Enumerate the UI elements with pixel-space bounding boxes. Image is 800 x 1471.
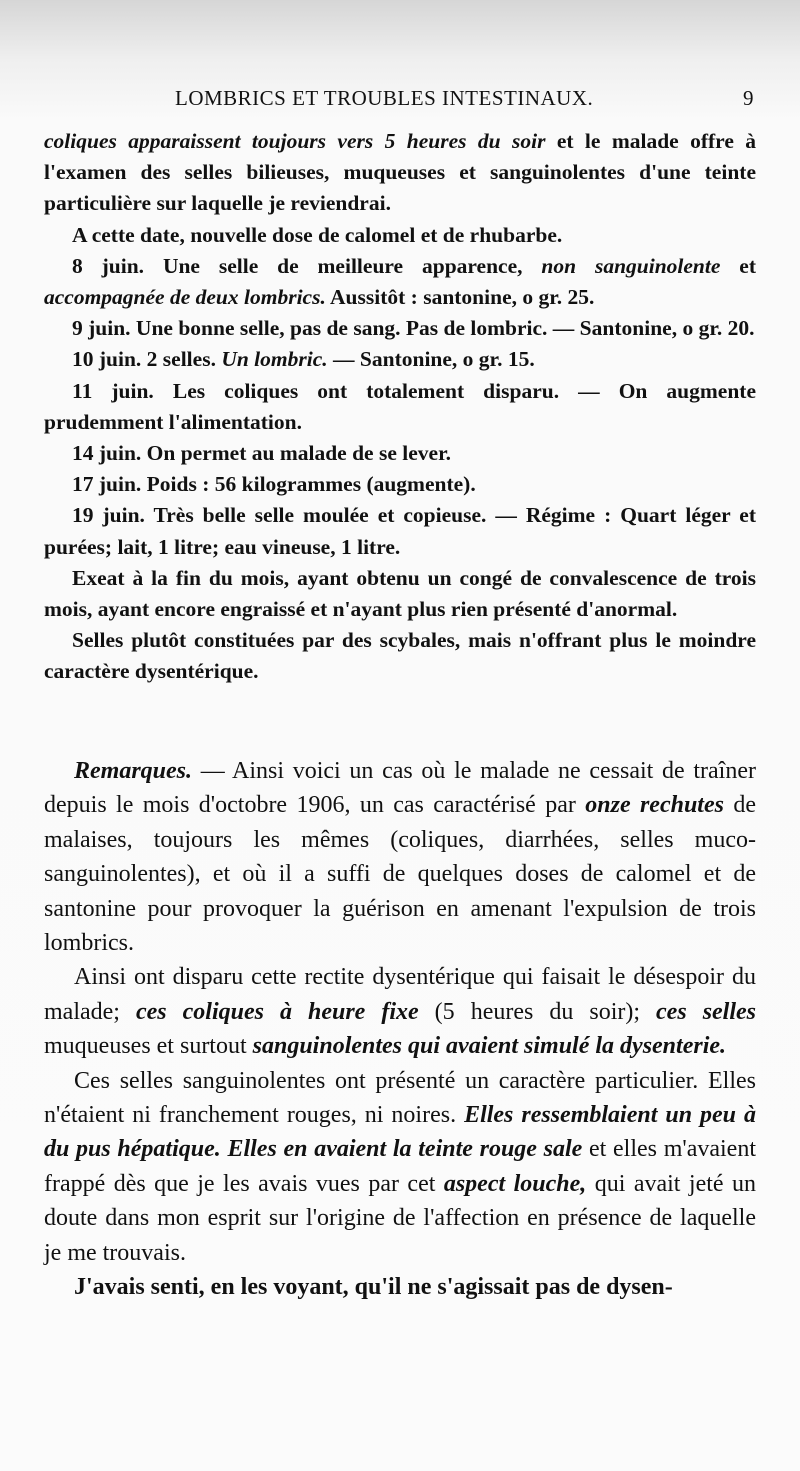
text-run: de malaises, toujours les mêmes (coliques, diarrhées, selles muco-sanguinolentes), et où il a suffi de quelques doses de calomel et de santonine pour provoquer la guérison en amenant l'expulsion de trois lombrics.: [44, 792, 757, 957]
remarks-paragraph: [44, 1270, 756, 1304]
text-run: Selles plutôt constituées par des scybales, mais n'offrant plus le moindre caractère dysentérique.: [44, 628, 756, 684]
text-run: J'avais senti, en les voyant, qu'il ne s'agissait pas de dysen-: [74, 1274, 673, 1301]
observation-paragraph: [44, 625, 756, 687]
text-run: Ainsi ont disparu cette rectite dysentérique qui faisait le désespoir du malade;: [44, 964, 756, 1025]
observation-paragraph: [44, 376, 756, 438]
text-run: 11 juin. Les coliques ont totalement disparu. — On augmente prudemment l'alimentation.: [44, 378, 756, 434]
text-run: muqueuses et surtout: [44, 1033, 253, 1060]
text-run: et le malade offre à l'examen des selles bilieuses, muqueuses et sanguinolentes d'une teinte particulière sur laquelle je reviendrai.: [44, 129, 756, 216]
emphasized-text: coliques apparaissent toujours vers 5 heures du soir: [44, 129, 546, 153]
page-number: 9: [743, 86, 754, 110]
observation-paragraph: [44, 344, 756, 375]
emphasized-text: Elles ressemblaient un peu à du pus hépatique. Elles en avaient la teinte rouge sale: [44, 1102, 757, 1163]
text-run: et: [720, 253, 757, 278]
text-run: Exeat à la fin du mois, ayant obtenu un congé de convalescence de trois mois, ayant encore engraissé et n'ayant plus rien présenté d'anormal.: [44, 565, 756, 622]
text-run: Ces selles sanguinolentes ont présenté un caractère particulier. Elles n'étaient ni franchement rouges, ni noires.: [44, 1067, 756, 1129]
running-title: LOMBRICS ET TROUBLES INTESTINAUX.: [175, 86, 594, 110]
running-header: [40, 86, 760, 116]
emphasized-text: Remarques.: [74, 758, 193, 784]
text-run: 19 juin. Très belle selle moulée et copieuse. — Régime : Quart léger et purées; lait, 1 litre; eau vineuse, 1 litre.: [44, 503, 756, 559]
text-run: — Ainsi voici un cas où le malade ne cessait de traîner depuis le mois d'octobre 1906, un cas caractérisé par: [44, 758, 756, 819]
emphasized-text: onze rechutes: [585, 792, 724, 819]
text-run: 10 juin. 2 selles.: [72, 347, 222, 372]
emphasized-text: non sanguinolente: [541, 253, 721, 278]
text-run: (5 heures du soir);: [418, 998, 657, 1025]
observation-paragraph: [44, 563, 756, 625]
observation-paragraph: [44, 313, 756, 344]
case-observation-text: [44, 126, 756, 688]
observation-paragraph: [44, 438, 756, 469]
observation-paragraph: [44, 251, 756, 313]
emphasized-text: sanguinolentes qui avaient simulé la dysenterie.: [252, 1033, 727, 1060]
remarks-section: [44, 754, 756, 1305]
observation-paragraph: [44, 126, 756, 220]
emphasized-text: aspect louche,: [443, 1170, 587, 1197]
emphasized-text: accompagnée de deux lombrics.: [44, 285, 326, 310]
observation-paragraph: [44, 500, 756, 562]
text-run: 17 juin. Poids : 56 kilogrammes (augmente).: [72, 472, 476, 497]
remarks-paragraph: [44, 1064, 756, 1270]
observation-paragraph: [44, 220, 756, 251]
text-run: A cette date, nouvelle dose de calomel et de rhubarbe.: [72, 222, 563, 247]
text-run: 14 juin. On permet au malade de se lever.: [72, 441, 452, 466]
emphasized-text: ces selles: [656, 998, 757, 1025]
text-run: — Santonine, o gr. 15.: [327, 347, 535, 372]
observation-paragraph: [44, 469, 756, 500]
text-run: 9 juin. Une bonne selle, pas de sang. Pas de lombric. — Santonine, o gr. 20.: [72, 316, 755, 341]
emphasized-text: Un lombric.: [221, 347, 328, 372]
remarks-paragraph: [44, 754, 756, 960]
text-run: qui avait jeté un doute dans mon esprit sur l'origine de l'affection en présence de laquelle je me trouvais.: [44, 1170, 757, 1266]
remarks-paragraph: [44, 960, 756, 1063]
text-run: et elles m'avaient frappé dès que je les avais vues par cet: [44, 1136, 756, 1197]
text-run: Aussitôt : santonine, o gr. 25.: [325, 285, 595, 310]
text-run: 8 juin. Une selle de meilleure apparence,: [72, 253, 542, 278]
emphasized-text: ces coliques à heure fixe: [135, 998, 419, 1025]
